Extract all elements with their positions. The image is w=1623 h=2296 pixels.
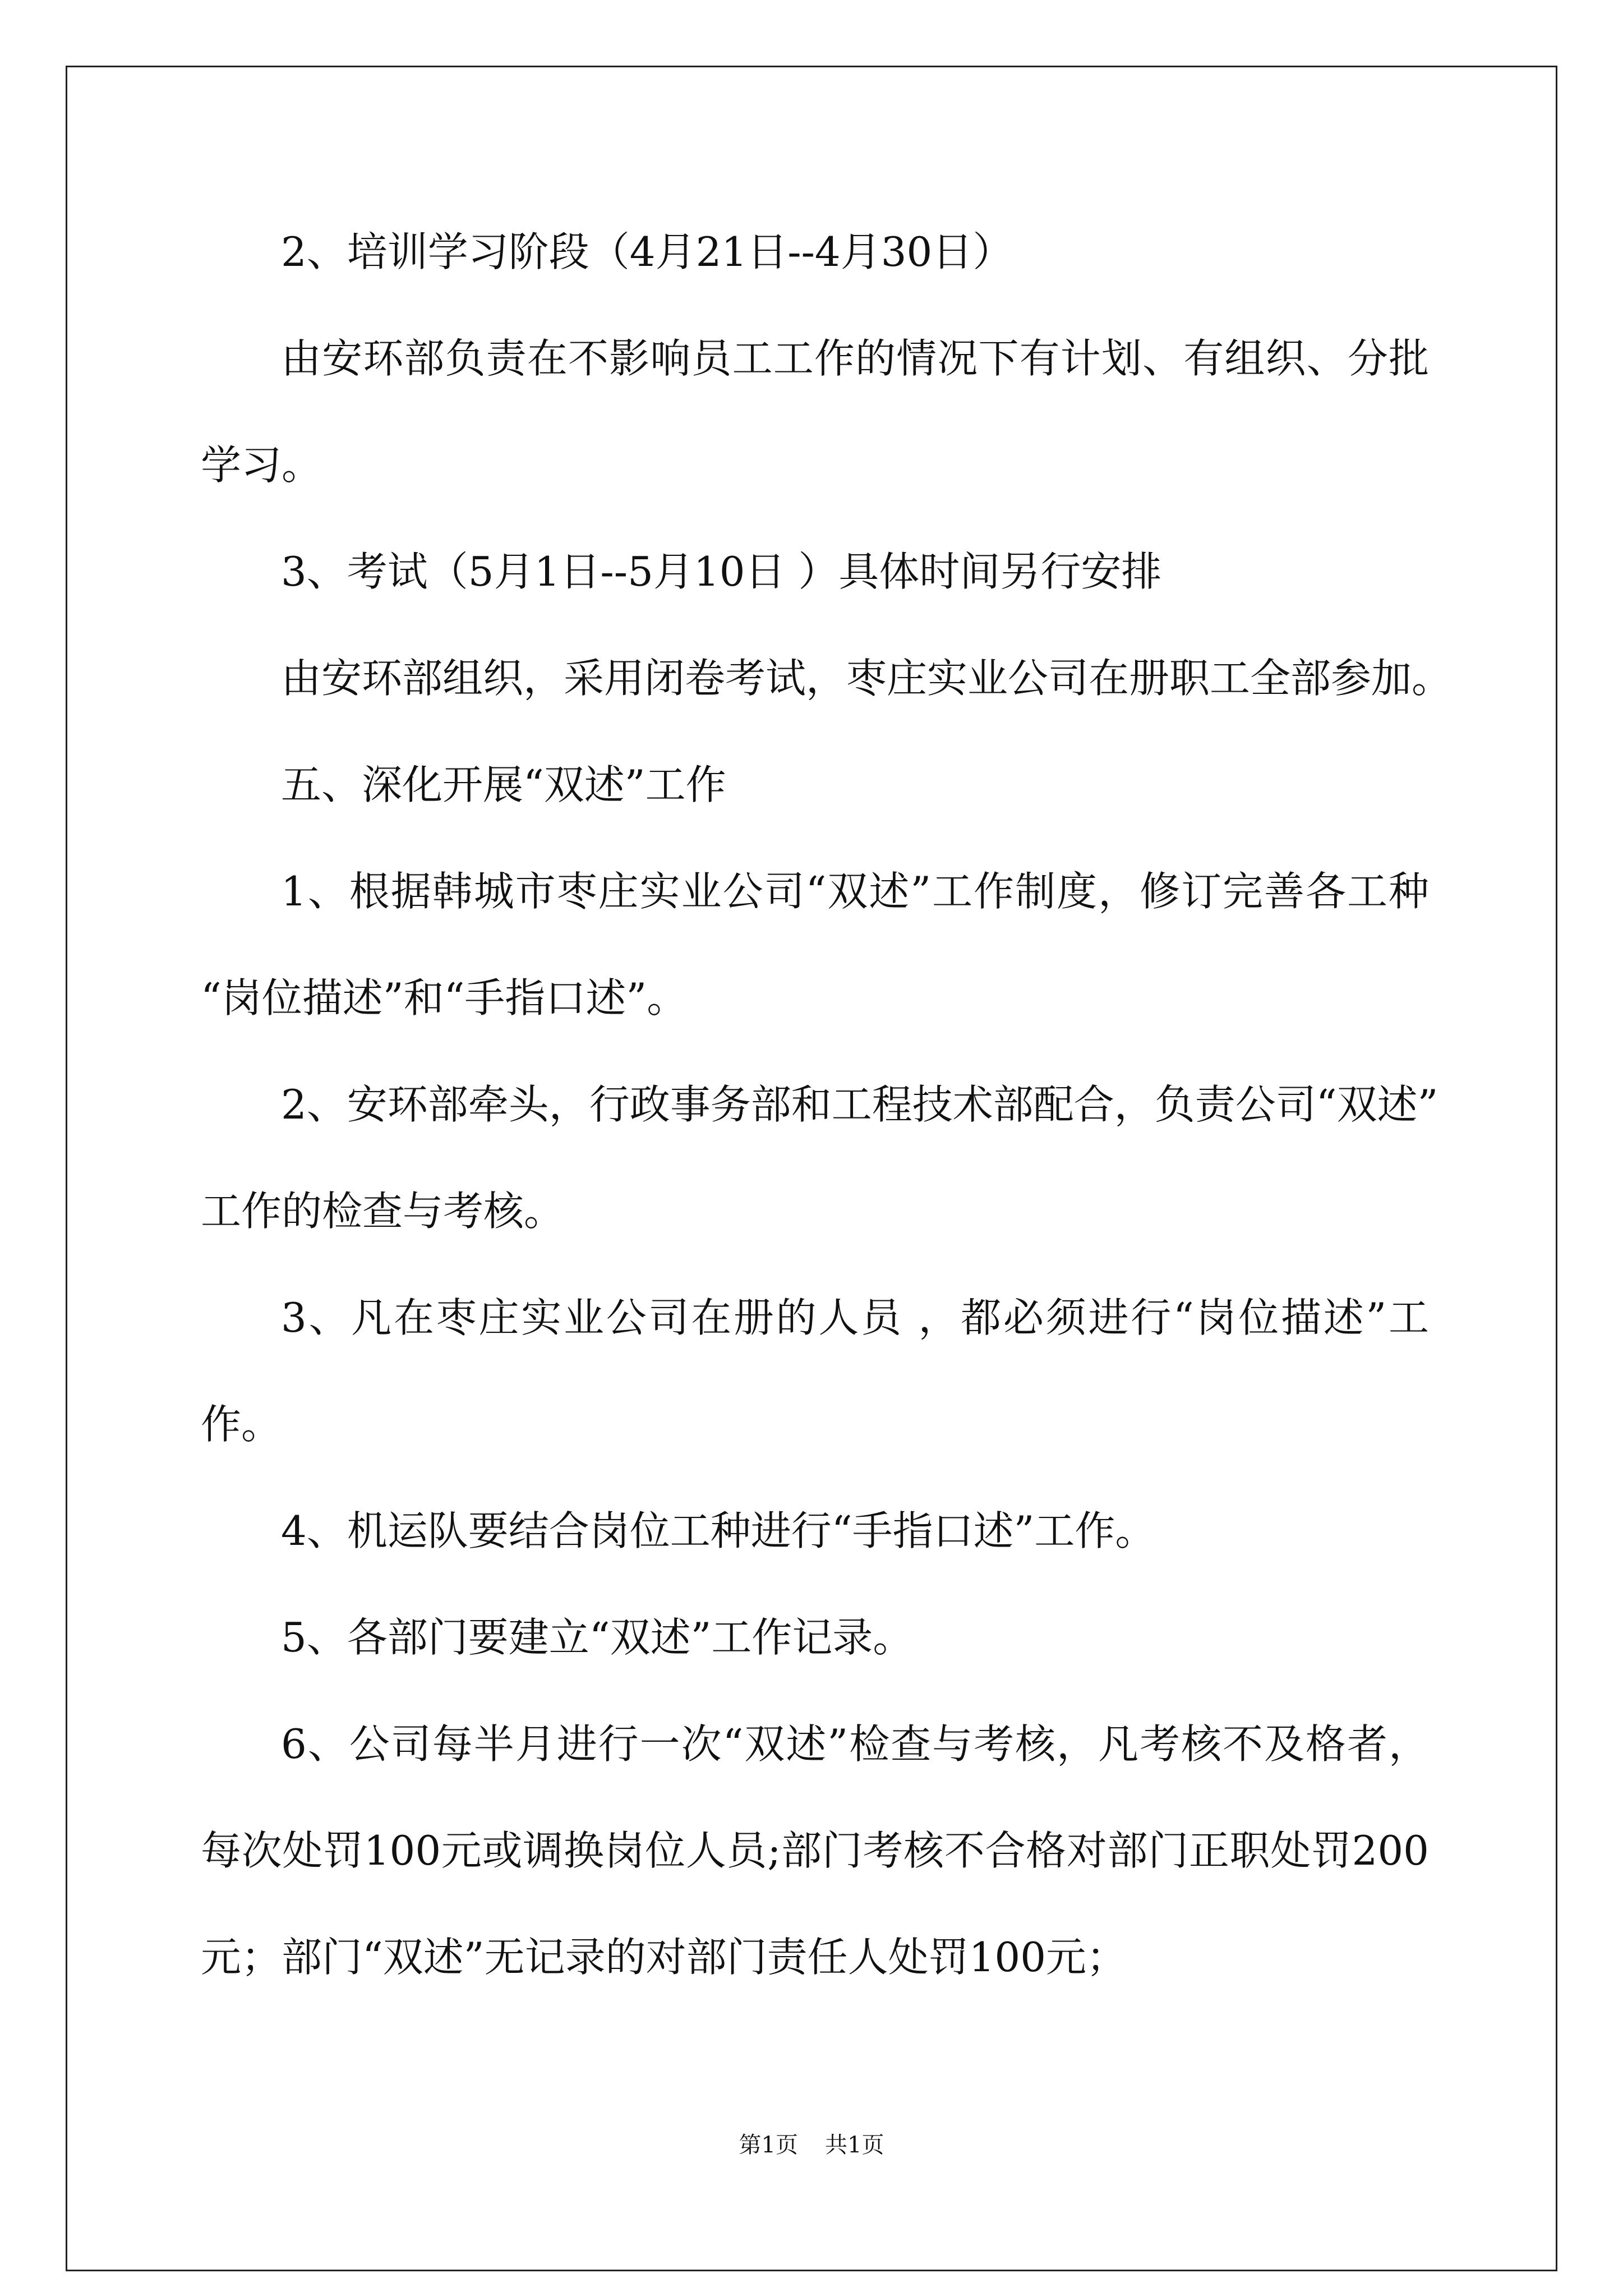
text-line: 1、根据韩城市枣庄实业公司“双述”工作制度，修订完善各工种 xyxy=(281,868,1429,915)
paragraph xyxy=(201,305,1429,518)
page-total: 共1页 xyxy=(825,2132,884,2158)
text-line: 工作的检查与考核。 xyxy=(201,1188,565,1235)
document-body xyxy=(201,199,1453,2010)
text-line: 由安环部负责在不影响员工工作的情况下有计划、有组织、分批 xyxy=(281,335,1429,382)
text-line: 由安环部组织，采用闭卷考试，枣庄实业公司在册职工全部参加。 xyxy=(281,655,1453,702)
text-line: 3、考试（5月1日--5月10日 ）具体时间另行安排 xyxy=(281,548,1162,595)
paragraph xyxy=(201,1264,1429,1478)
text-line: 学习。 xyxy=(201,441,322,489)
paragraph xyxy=(201,199,1429,305)
paragraph xyxy=(201,625,1453,731)
text-line: 3、凡在枣庄实业公司在册的人员 ，都必须进行“岗位描述”工 xyxy=(281,1294,1429,1341)
text-line: “岗位描述”和“手指口述”。 xyxy=(201,974,688,1022)
paragraph xyxy=(201,1584,1429,1691)
paragraph xyxy=(201,518,1429,625)
section-heading xyxy=(201,731,1429,838)
text-line: 作。 xyxy=(201,1401,282,1448)
page-number: 第1页 xyxy=(739,2132,798,2158)
text-line: 五、深化开展“双述”工作 xyxy=(281,761,726,808)
paragraph xyxy=(201,1478,1429,1584)
paragraph xyxy=(201,1051,1438,1264)
paragraph xyxy=(201,838,1429,1051)
text-line: 6、公司每半月进行一次“双述”检查与考核，凡考核不及格者， xyxy=(281,1720,1429,1768)
text-line: 2、培训学习阶段（4月21日--4月30日） xyxy=(281,228,1013,275)
text-line: 2、安环部牵头，行政事务部和工程技术部配合，负责公司“双述” xyxy=(281,1081,1438,1128)
text-line: 5、各部门要建立“双述”工作记录。 xyxy=(281,1614,914,1661)
text-line: 元；部门“双述”无记录的对部门责任人处罚100元； xyxy=(201,1934,1127,1981)
paragraph xyxy=(201,1691,1429,2010)
text-line: 4、机运队要结合岗位工种进行“手指口述”工作。 xyxy=(281,1507,1156,1554)
text-line: 每次处罚100元或调换岗位人员;部门考核不合格对部门正职处罚200 xyxy=(201,1827,1429,1874)
page-footer xyxy=(0,2128,1623,2162)
